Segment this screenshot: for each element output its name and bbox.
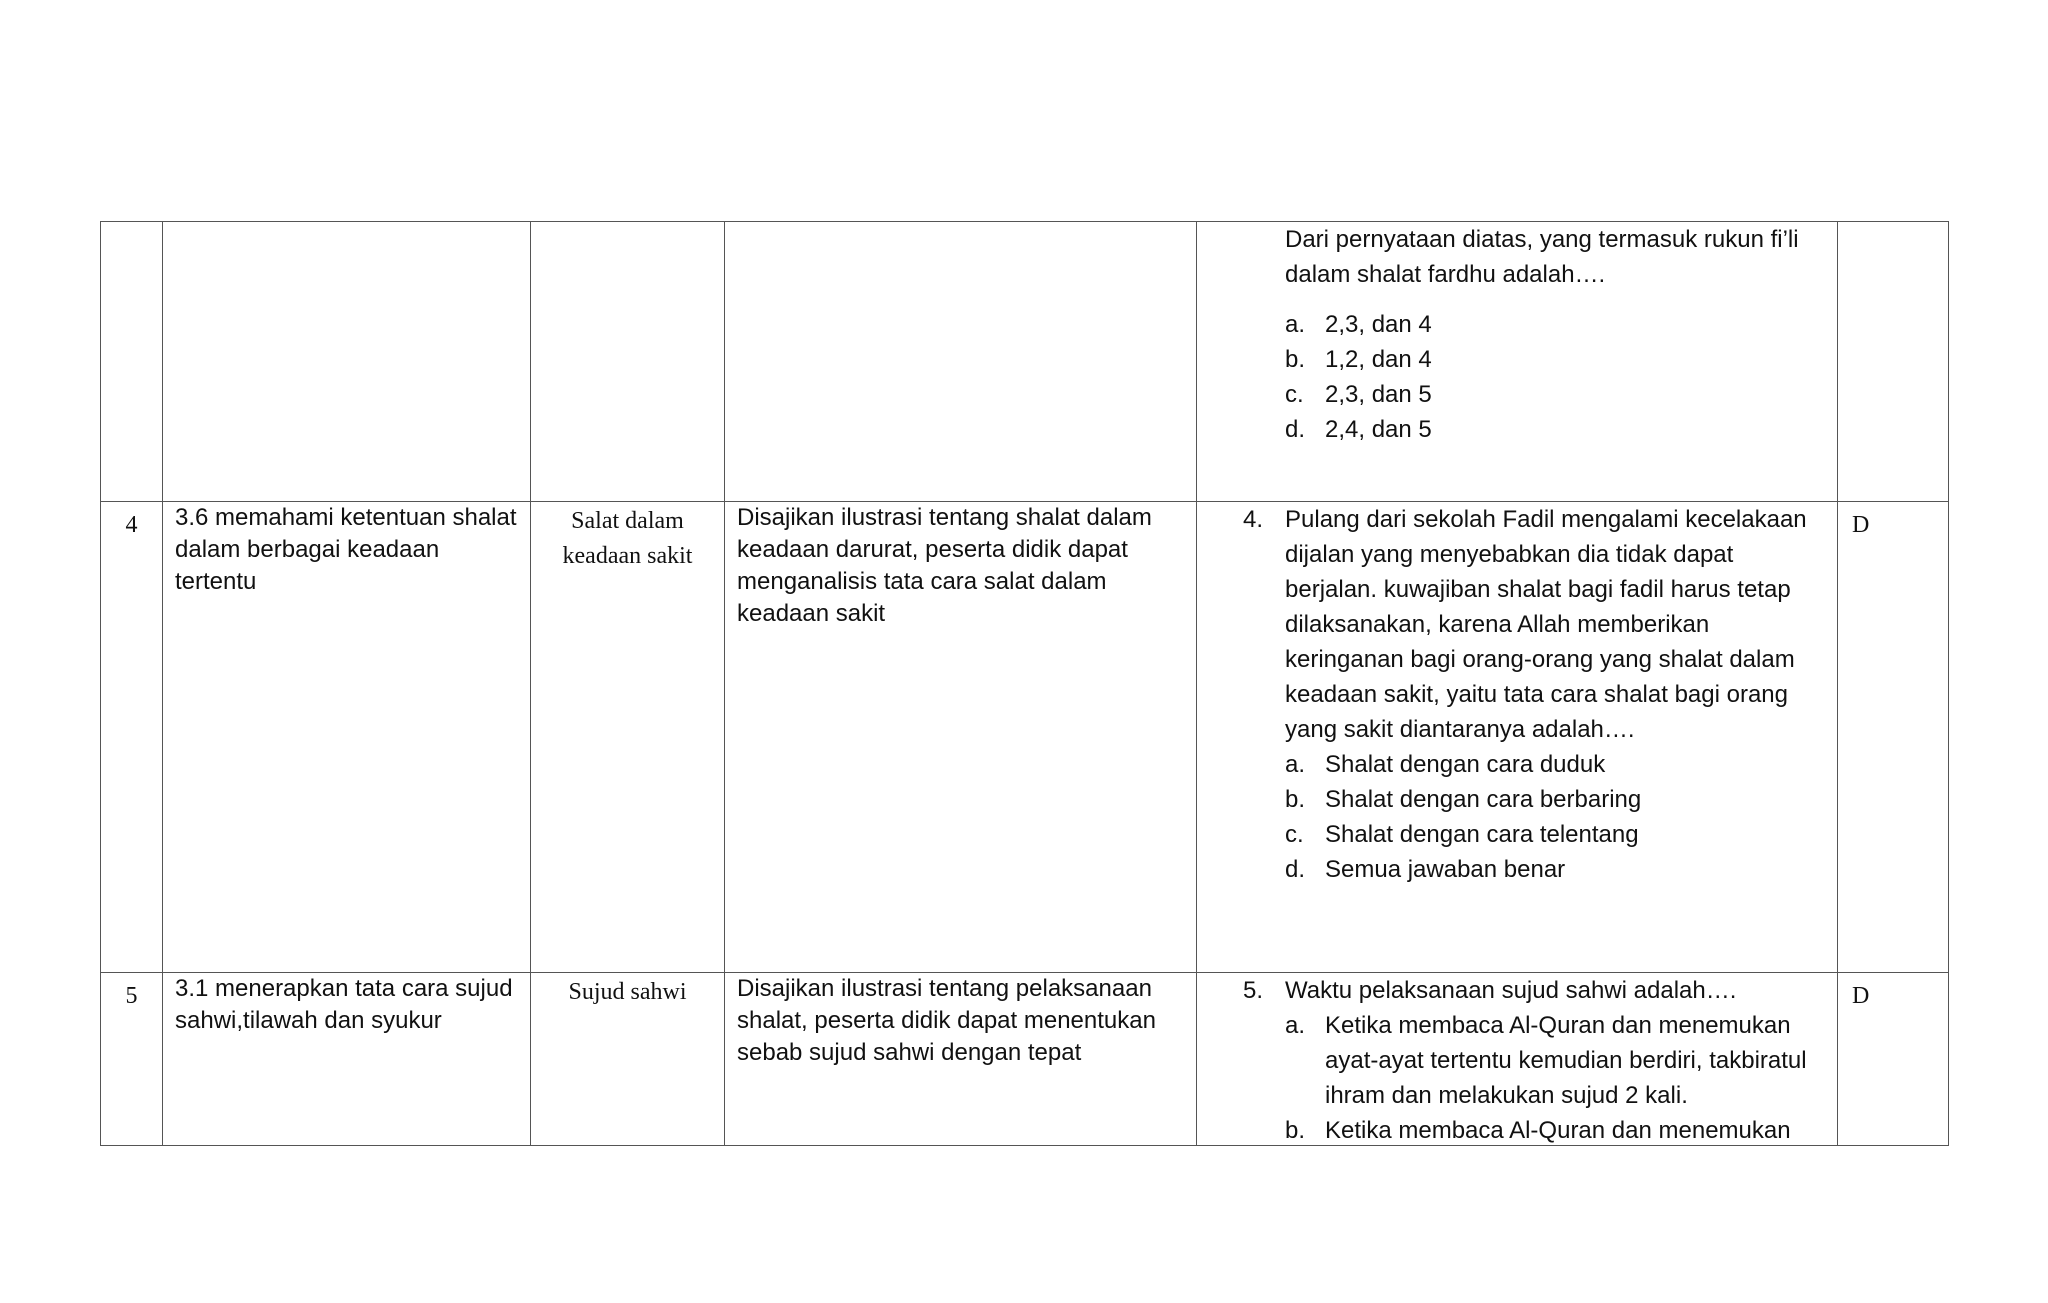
cell-materi <box>531 222 725 502</box>
option-text: Ketika membaca Al-Quran dan menemukan ayat-ayat tertentu kemudian berdiri, takbiratul ihram dan melakukan sujud 2 kali. <box>1325 1012 1807 1109</box>
cell-kunci: D <box>1838 973 1949 1146</box>
cell-indikator: Disajikan ilustrasi tentang shalat dalam keadaan darurat, peserta didik dapat menganalisis tata cara salat dalam keadaan sakit <box>725 502 1197 973</box>
question-number: 4. <box>1243 506 1264 533</box>
list-item <box>1285 307 1829 342</box>
question-text: Waktu pelaksanaan sujud sahwi adalah…. <box>1285 977 1737 1004</box>
list-item <box>1285 412 1829 447</box>
table-row-continued <box>101 222 1949 502</box>
cell-kd: 3.1 menerapkan tata cara sujud sahwi,tilawah dan syukur <box>163 973 531 1146</box>
list-item <box>1285 817 1829 852</box>
table-row-5 <box>101 973 1949 1146</box>
option-text: 2,3, dan 5 <box>1325 381 1432 408</box>
cell-soal <box>1197 502 1838 973</box>
option-text: Shalat dengan cara berbaring <box>1325 786 1642 813</box>
cell-kd <box>163 222 531 502</box>
option-label: c. <box>1285 381 1304 408</box>
option-text: Semua jawaban benar <box>1325 856 1566 883</box>
cell-soal <box>1197 973 1838 1146</box>
list-item <box>1285 1008 1829 1113</box>
option-label: b. <box>1285 1117 1306 1144</box>
question-number: 5. <box>1243 977 1264 1004</box>
cell-kd: 3.6 memahami ketentuan shalat dalam berbagai keadaan tertentu <box>163 502 531 973</box>
option-label: d. <box>1285 416 1306 443</box>
cell-no: 4 <box>101 502 163 973</box>
option-text: Shalat dengan cara duduk <box>1325 751 1606 778</box>
question-tail: Dari pernyataan diatas, yang termasuk rukun fi’li dalam shalat fardhu adalah…. <box>1285 226 1799 288</box>
cell-materi: Sujud sahwi <box>531 973 725 1146</box>
option-list <box>1285 1008 1829 1148</box>
table-row-4 <box>101 502 1949 973</box>
list-item <box>1285 782 1829 817</box>
option-list <box>1285 307 1829 447</box>
cell-soal <box>1197 222 1838 502</box>
option-text: Ketika membaca Al-Quran dan menemukan <box>1325 1117 1791 1144</box>
cell-materi: Salat dalam keadaan sakit <box>531 502 725 973</box>
option-text: 2,3, dan 4 <box>1325 311 1432 338</box>
option-label: b. <box>1285 786 1306 813</box>
list-item <box>1285 342 1829 377</box>
cell-no <box>101 222 163 502</box>
question <box>1243 502 1829 747</box>
option-label: a. <box>1285 1012 1306 1039</box>
option-list <box>1285 747 1829 887</box>
option-label: b. <box>1285 346 1306 373</box>
question-text: Pulang dari sekolah Fadil mengalami kecelakaan dijalan yang menyebabkan dia tidak dapat berjalan. kuwajiban shalat bagi fadil harus tetap dilaksanakan, karena Allah memberikan keringanan bagi orang-orang yang shalat dalam keadaan sakit, yaitu tata cara shalat bagi orang yang sakit diantaranya adalah…. <box>1285 506 1807 743</box>
option-label: d. <box>1285 856 1306 883</box>
kisi-kisi-table <box>100 221 1949 1146</box>
option-text: Shalat dengan cara telentang <box>1325 821 1639 848</box>
cell-no: 5 <box>101 973 163 1146</box>
question <box>1243 973 1829 1008</box>
list-item <box>1285 852 1829 887</box>
list-item <box>1285 1113 1829 1148</box>
option-text: 2,4, dan 5 <box>1325 416 1432 443</box>
option-label: a. <box>1285 311 1306 338</box>
cell-kunci <box>1838 222 1949 502</box>
cell-indikator: Disajikan ilustrasi tentang pelaksanaan shalat, peserta didik dapat menentukan sebab sujud sahwi dengan tepat <box>725 973 1197 1146</box>
option-text: 1,2, dan 4 <box>1325 346 1432 373</box>
cell-kunci: D <box>1838 502 1949 973</box>
option-label: a. <box>1285 751 1306 778</box>
option-label: c. <box>1285 821 1304 848</box>
list-item <box>1285 377 1829 412</box>
list-item <box>1285 747 1829 782</box>
cell-indikator <box>725 222 1197 502</box>
